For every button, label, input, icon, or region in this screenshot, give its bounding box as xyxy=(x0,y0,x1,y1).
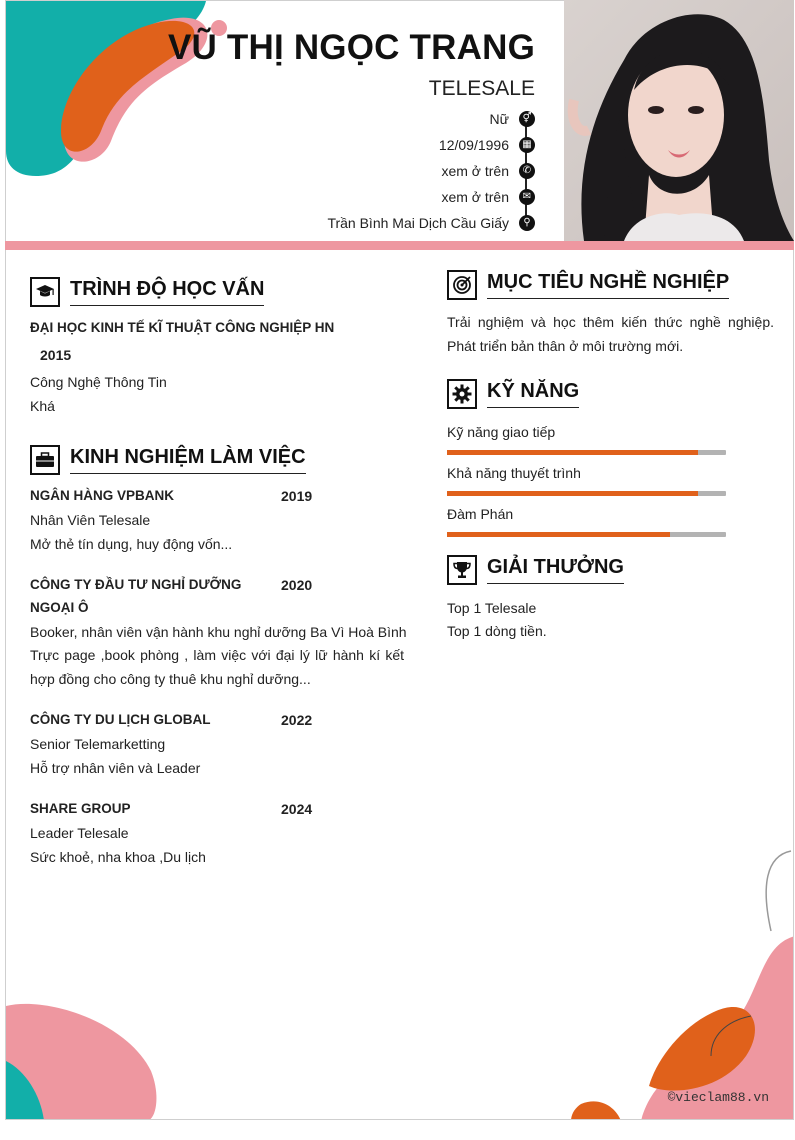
experience-role: Senior Telemarketting xyxy=(30,736,166,752)
education-grade: Khá xyxy=(30,398,55,414)
briefcase-icon xyxy=(30,445,60,475)
profile-photo xyxy=(564,0,794,241)
contact-address-value: Trần Bình Mai Dịch Cầu Giấy xyxy=(327,215,509,231)
skill-bar xyxy=(447,450,726,455)
experience-company: CÔNG TY DU LỊCH GLOBAL xyxy=(30,712,211,727)
skill-bar-fill xyxy=(447,450,698,455)
experience-role: Booker, nhân viên vận hành khu nghỉ dưỡng Ba Vì Hoà Bình xyxy=(30,624,407,640)
contact-phone-value: xem ở trên xyxy=(441,163,509,179)
trophy-icon xyxy=(447,555,477,585)
decor-blob-bottom-right xyxy=(561,846,794,1120)
contact-birthday-value: 12/09/1996 xyxy=(438,137,509,153)
skill-bar xyxy=(447,491,726,496)
skills-header xyxy=(447,379,579,409)
skills-title: KỸ NĂNG xyxy=(487,379,579,408)
awards-title: GIẢI THƯỞNG xyxy=(487,555,624,584)
experience-company: SHARE GROUP xyxy=(30,801,131,816)
watermark: ©vieclam88.vn xyxy=(667,1090,769,1105)
experience-desc: Mở thẻ tín dụng, huy động vốn... xyxy=(30,536,233,552)
contact-email xyxy=(441,187,535,207)
experience-year: 2022 xyxy=(281,712,313,728)
graduation-cap-icon xyxy=(30,277,60,307)
contact-phone xyxy=(441,161,535,181)
award-item: Top 1 Telesale xyxy=(447,600,537,616)
experience-desc: Sức khoẻ, nha khoa ,Du lịch xyxy=(30,849,206,865)
objective-header xyxy=(447,270,729,300)
award-item: Top 1 dòng tiền. xyxy=(447,623,547,639)
skill-bar-fill xyxy=(447,532,670,537)
gear-icon xyxy=(447,379,477,409)
experience-year: 2024 xyxy=(281,801,313,817)
skill-bar-fill xyxy=(447,491,698,496)
target-icon xyxy=(447,270,477,300)
email-icon: ✉ xyxy=(519,189,535,205)
contact-gender-value: Nữ xyxy=(489,111,509,127)
location-icon: ⚲ xyxy=(519,215,535,231)
experience-company-line2: NGOẠI Ô xyxy=(30,600,89,615)
job-title: TELESALE xyxy=(428,77,535,100)
contact-gender xyxy=(490,109,535,129)
objective-title: MỤC TIÊU NGHỀ NGHIỆP xyxy=(487,270,729,299)
header-divider-bar xyxy=(5,241,794,250)
experience-role: Leader Telesale xyxy=(30,825,129,841)
objective-text: Trải nghiệm và học thêm kiến thức nghề nghiệp. Phát triển bản thân ở môi trường mới. xyxy=(447,314,774,354)
education-school: ĐẠI HỌC KINH TẾ KĨ THUẬT CÔNG NGHIỆP HN xyxy=(30,320,335,335)
experience-desc: Trực page ,book phòng , làm việc với đại lý lữ hành kí kết hợp đồng cho công ty thuê khu nghỉ dưỡng... xyxy=(30,647,404,687)
decor-blob-bottom-left xyxy=(6,1001,166,1120)
candidate-name: VŨ THỊ NGỌC TRANG xyxy=(167,28,535,67)
experience-title: KINH NGHIỆM LÀM VIỆC xyxy=(70,445,306,474)
education-year: 2015 xyxy=(40,347,72,363)
calendar-icon: ▦ xyxy=(519,137,535,153)
contact-address xyxy=(327,213,535,233)
education-title: TRÌNH ĐỘ HỌC VẤN xyxy=(70,277,264,306)
awards-header xyxy=(447,555,624,585)
education-major: Công Nghệ Thông Tin xyxy=(30,374,167,390)
gender-icon: ⚥ xyxy=(519,111,535,127)
experience-role: Nhân Viên Telesale xyxy=(30,512,151,528)
skill-bar xyxy=(447,532,726,537)
phone-icon: ✆ xyxy=(519,163,535,179)
experience-year: 2019 xyxy=(281,488,313,504)
contact-email-value: xem ở trên xyxy=(441,189,509,205)
education-header xyxy=(30,277,264,307)
skill-name: Kỹ năng giao tiếp xyxy=(447,424,556,440)
experience-company: CÔNG TY ĐẦU TƯ NGHỈ DƯỠNG xyxy=(30,577,242,592)
experience-header xyxy=(30,445,306,475)
experience-desc: Hỗ trợ nhân viên và Leader xyxy=(30,760,201,776)
skill-name: Đàm Phán xyxy=(447,506,514,522)
contact-birthday xyxy=(439,135,535,155)
experience-year: 2020 xyxy=(281,577,313,593)
experience-company: NGÂN HÀNG VPBANK xyxy=(30,488,175,503)
skill-name: Khả năng thuyết trình xyxy=(447,465,581,481)
